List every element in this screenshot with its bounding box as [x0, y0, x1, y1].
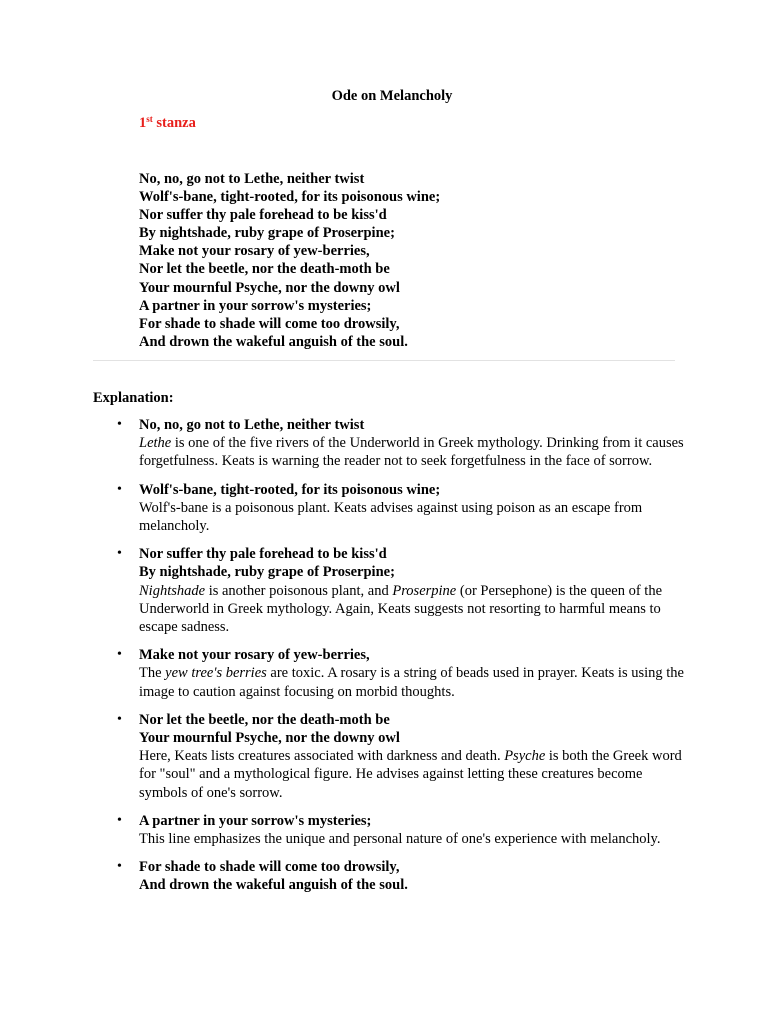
explanation-item [117, 481, 684, 536]
stanza-ordinal: 1 [139, 115, 147, 131]
bullet-icon: • [117, 859, 122, 875]
emphasized-term: Psyche [504, 748, 546, 765]
poem-line: A partner in your sorrow's mysteries; [139, 297, 372, 314]
explanation-text [139, 830, 684, 848]
explanation-segment: This line emphasizes the unique and personal nature of one's experience with melancholy. [139, 831, 661, 848]
poem-line: Nor suffer thy pale forehead to be kiss'd [139, 207, 387, 224]
poem-line: Your mournful Psyche, nor the downy owl [139, 279, 400, 296]
explanation-segment: (or Persephone) is the queen of the Underworld in Greek mythology. Again, Keats suggests not resorting to harmful means to escape sadness. [139, 582, 663, 636]
explanation-segment: Here, Keats lists creatures associated with darkness and death. [139, 748, 505, 765]
stanza-heading [139, 114, 196, 132]
quoted-poem-line: Your mournful Psyche, nor the downy owl [139, 730, 400, 747]
explanation-segment: The [139, 665, 166, 682]
explanation-segment: Wolf's-bane is a poisonous plant. Keats advises against using poison as an escape from melancholy. [139, 499, 643, 535]
bullet-icon: • [117, 711, 122, 727]
document-title: Ode on Melancholy [331, 88, 453, 104]
quoted-poem-line: By nightshade, ruby grape of Proserpine; [139, 564, 395, 581]
poem-line: Nor let the beetle, nor the death-moth be [139, 261, 390, 278]
emphasized-term: Nightshade [139, 582, 206, 599]
explanation-item [117, 545, 684, 636]
stanza-ordinal-suffix: st [146, 114, 153, 124]
explanation-item [117, 812, 684, 848]
explanation-segment: is one of the five rivers of the Underworld in Greek mythology. Drinking from it causes forgetfulness. Keats is warning the reader not to seek forgetfulness in the face of sorrow. [139, 435, 684, 470]
stanza-label: stanza [156, 115, 196, 131]
bullet-icon: • [117, 546, 122, 562]
quoted-poem-line: And drown the wakeful anguish of the soul. [139, 877, 408, 894]
explanation-text [139, 434, 684, 470]
explanation-item [117, 711, 684, 802]
explanation-item [117, 858, 684, 894]
explanation-item [117, 416, 684, 471]
poem-stanza [139, 170, 440, 351]
poem-line: Make not your rosary of yew-berries, [139, 243, 370, 260]
explanation-segment: are toxic. A rosary is a string of beads used in prayer. Keats is using the image to caution against focusing on morbid thoughts. [139, 665, 684, 700]
bullet-icon: • [117, 417, 122, 432]
poem-line: For shade to shade will come too drowsily, [139, 315, 400, 332]
explanation-text [139, 664, 684, 700]
bullet-icon: • [117, 647, 122, 663]
explanation-text [139, 747, 684, 802]
poem-line: Wolf's-bane, tight-rooted, for its poisonous wine; [139, 189, 441, 206]
emphasized-term: yew tree's berries [165, 665, 267, 682]
explanation-item [117, 646, 684, 701]
quoted-poem-line: Make not your rosary of yew-berries, [139, 647, 370, 664]
poem-line: And drown the wakeful anguish of the soul. [139, 333, 408, 350]
quoted-poem-line: For shade to shade will come too drowsily, [139, 859, 400, 876]
explanation-heading: Explanation: [93, 390, 174, 406]
quoted-poem-line: Nor let the beetle, nor the death-moth be [139, 711, 390, 728]
poem-line: By nightshade, ruby grape of Proserpine; [139, 225, 395, 242]
explanation-text [139, 499, 684, 535]
quoted-poem-line: Wolf's-bane, tight-rooted, for its poisonous wine; [139, 481, 441, 498]
bullet-icon: • [117, 812, 122, 828]
emphasized-term: Lethe [139, 435, 172, 452]
quoted-poem-line: No, no, go not to Lethe, neither twist [139, 417, 365, 433]
quoted-poem-line: A partner in your sorrow's mysteries; [139, 812, 372, 829]
explanation-text [139, 582, 684, 637]
explanation-segment: is another poisonous plant, and [205, 582, 393, 599]
quoted-poem-line: Nor suffer thy pale forehead to be kiss'd [139, 546, 387, 563]
horizontal-divider [93, 360, 675, 361]
explanation-segment: is both the Greek word for "soul" and a mythological figure. He advises against letting these creatures become symbols of one's sorrow. [139, 748, 682, 801]
bullet-icon: • [117, 481, 122, 497]
explanation-list [117, 416, 684, 905]
emphasized-term: Proserpine [392, 582, 457, 599]
poem-line: No, no, go not to Lethe, neither twist [139, 171, 365, 187]
